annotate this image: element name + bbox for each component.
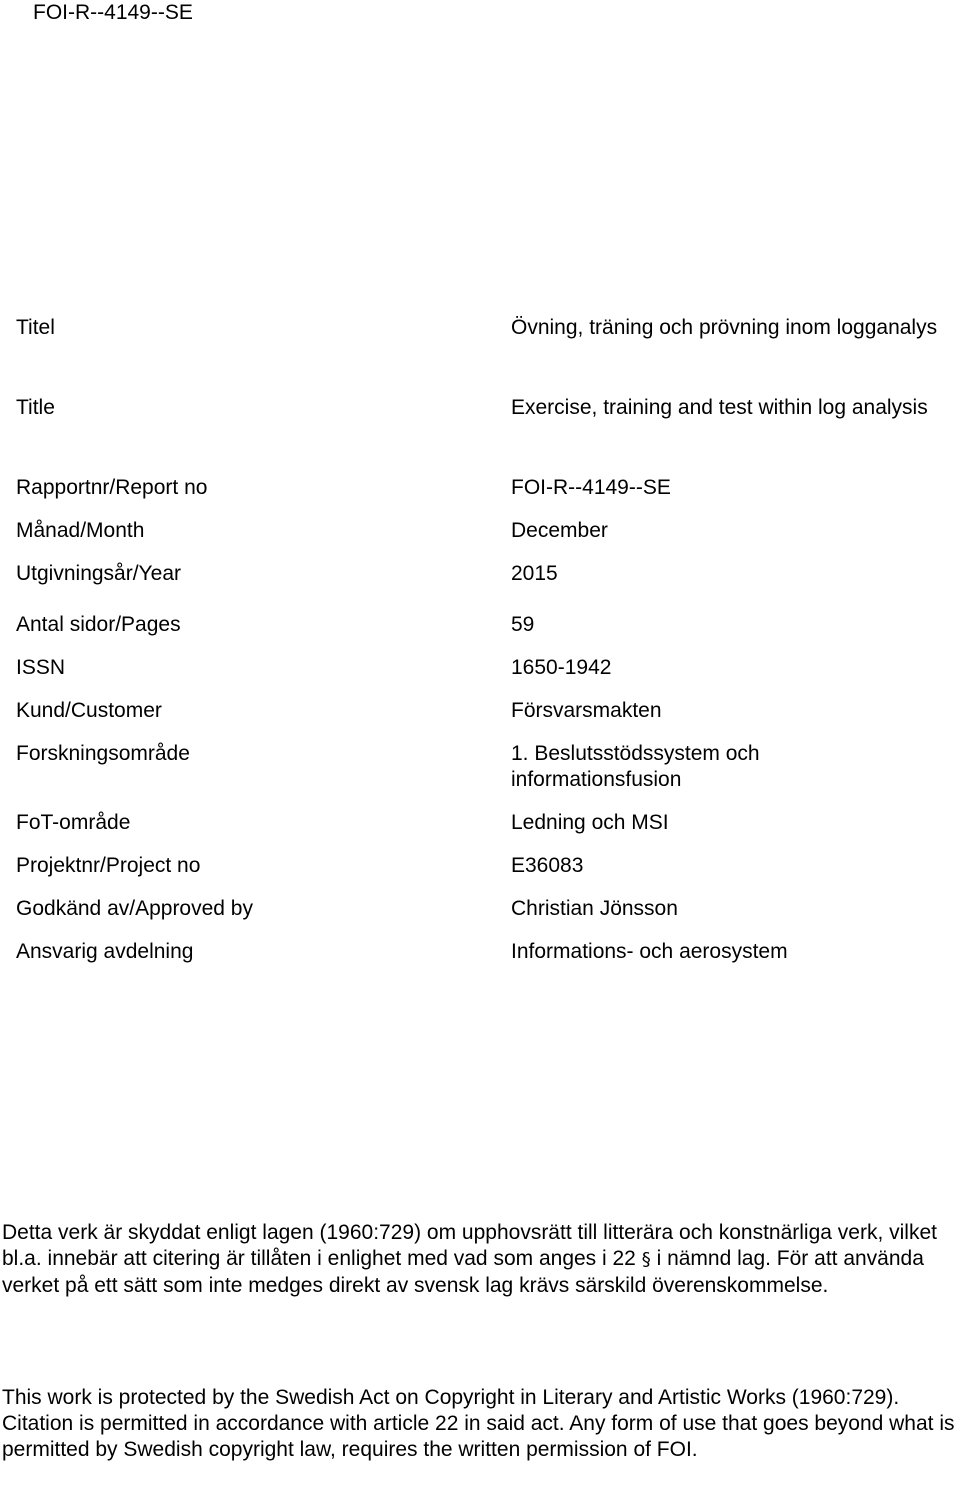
meta-value: FOI-R--4149--SE [511, 476, 671, 499]
copyright-swedish-part2: i nämnd lag. För att använda verket på ett sätt som inte medges direkt av svensk lag krävs särskild överenskommelse. [2, 1247, 924, 1297]
meta-value: December [511, 519, 608, 542]
meta-value: Informations- och aerosystem [511, 940, 788, 963]
meta-value: 1650-1942 [511, 656, 612, 679]
meta-label: Antal sidor/Pages [16, 613, 181, 636]
meta-label: Rapportnr/Report no [16, 476, 208, 499]
meta-label: Projektnr/Project no [16, 854, 201, 877]
meta-label: ISSN [16, 656, 66, 679]
meta-label: Månad/Month [16, 519, 145, 542]
copyright-notice-english: This work is protected by the Swedish Act on Copyright in Literary and Artistic Works (1960:729). Citation is permitted in accordance with article 22 in said act. Any form of use that goes beyond what is permitted by Swedish copyright law, requires the written permission of FOI. [2, 1386, 955, 1461]
meta-label: Utgivningsår/Year [16, 562, 181, 585]
report-header-id: FOI-R--4149--SE [33, 1, 193, 24]
meta-label: Godkänd av/Approved by [16, 897, 253, 920]
meta-label: Title [16, 396, 55, 419]
meta-value: Övning, träning och prövning inom logganalys [511, 316, 938, 339]
meta-value: Christian Jönsson [511, 897, 678, 920]
meta-label: Ansvarig avdelning [16, 940, 194, 963]
copyright-swedish-part1: Detta verk är skyddat enligt lagen (1960:729) om upphovsrätt till litterära och konstnärliga verk, vilket bl.a. innebär att citering är tillåten i enlighet med vad som anges i 22 [2, 1221, 937, 1270]
meta-value: Ledning och MSI [511, 811, 669, 834]
meta-value: Försvarsmakten [511, 699, 662, 722]
meta-value: Exercise, training and test within log analysis [511, 396, 928, 419]
meta-value: 2015 [511, 562, 558, 585]
copyright-notice-swedish [0, 1220, 960, 1299]
meta-value: 59 [511, 613, 535, 636]
meta-label: FoT-område [16, 811, 131, 834]
section-symbol: § [641, 1249, 651, 1270]
meta-value: 1. Beslutsstödssystem och informationsfusion [511, 742, 760, 791]
meta-value: E36083 [511, 854, 584, 877]
meta-label: Kund/Customer [16, 699, 162, 722]
meta-label: Titel [16, 316, 55, 339]
meta-label: Forskningsområde [16, 742, 190, 765]
